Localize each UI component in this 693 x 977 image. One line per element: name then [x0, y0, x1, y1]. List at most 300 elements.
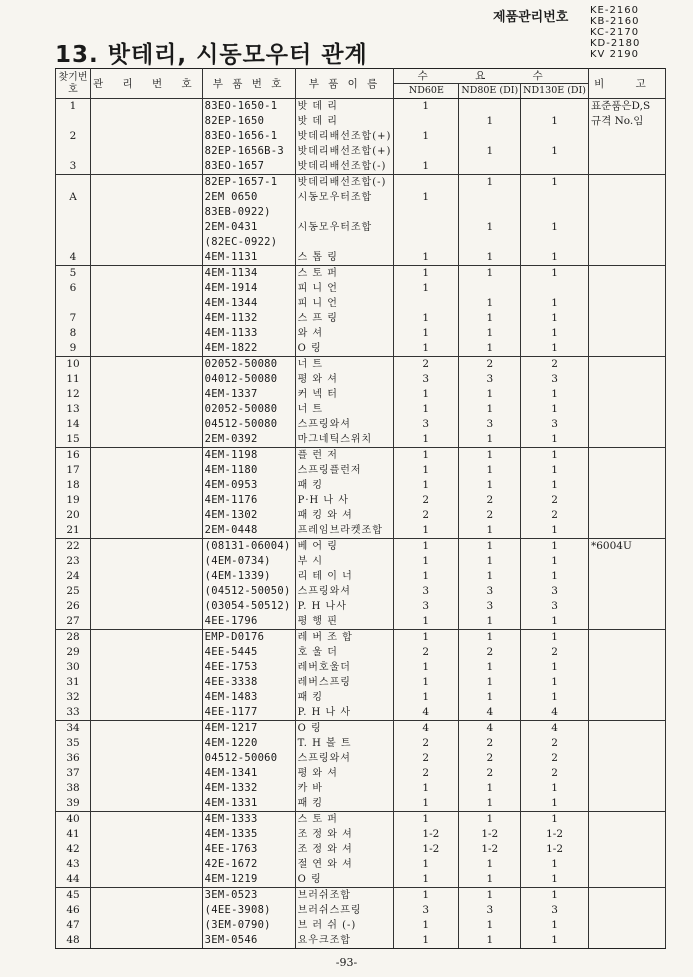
- table-row: [56, 569, 666, 584]
- qty-nd80e-cell: 1: [459, 888, 521, 904]
- qty-nd80e-cell: 2: [459, 736, 521, 751]
- part-no-cell: 4EE-3338: [202, 675, 295, 690]
- find-no-cell: 48: [56, 933, 91, 949]
- qty-nd130e-cell: 3: [521, 417, 589, 432]
- table-row: [56, 463, 666, 478]
- model-code: KV 2190: [590, 49, 640, 60]
- part-no-cell: 83EB-0922): [202, 205, 295, 220]
- qty-nd80e-cell: [459, 190, 521, 205]
- part-name-cell: 스 토 퍼: [295, 812, 394, 828]
- find-no-cell: 18: [56, 478, 91, 493]
- qty-nd130e-cell: 4: [521, 721, 589, 737]
- qty-nd60e-cell: 1: [394, 190, 459, 205]
- table-row: [56, 205, 666, 220]
- part-no-cell: 82EP-1656B-3: [202, 144, 295, 159]
- qty-nd60e-cell: 1: [394, 781, 459, 796]
- qty-nd80e-cell: 1-2: [459, 842, 521, 857]
- qty-nd80e-cell: 1: [459, 387, 521, 402]
- table-row: [56, 478, 666, 493]
- remarks-cell: [588, 630, 665, 646]
- part-name-cell: [295, 205, 394, 220]
- part-name-cell: 시동모우터조합: [295, 220, 394, 235]
- qty-nd60e-cell: 2: [394, 357, 459, 373]
- part-no-cell: 4EM-1914: [202, 281, 295, 296]
- qty-nd60e-cell: [394, 175, 459, 191]
- mgmt-no-cell: [91, 539, 203, 555]
- remarks-cell: [588, 144, 665, 159]
- table-row: [56, 235, 666, 250]
- part-name-cell: 밧데리배선조합(+): [295, 129, 394, 144]
- qty-nd130e-cell: 2: [521, 645, 589, 660]
- qty-nd80e-cell: 1: [459, 554, 521, 569]
- qty-nd130e-cell: 4: [521, 705, 589, 721]
- part-no-cell: 4EE-1753: [202, 660, 295, 675]
- table-row: [56, 630, 666, 646]
- qty-nd80e-cell: 1: [459, 812, 521, 828]
- part-name-cell: O 링: [295, 341, 394, 357]
- header-qty-nd80e: ND80E (DI): [459, 84, 521, 99]
- part-name-cell: 리 테 이 너: [295, 569, 394, 584]
- qty-nd130e-cell: 1: [521, 250, 589, 266]
- mgmt-no-cell: [91, 630, 203, 646]
- qty-nd130e-cell: 1: [521, 387, 589, 402]
- mgmt-no-cell: [91, 372, 203, 387]
- qty-nd80e-cell: 1: [459, 630, 521, 646]
- qty-nd60e-cell: 1: [394, 266, 459, 282]
- part-no-cell: 4EM-1332: [202, 781, 295, 796]
- mgmt-no-cell: [91, 690, 203, 705]
- mgmt-no-cell: [91, 220, 203, 235]
- part-name-cell: P. H 나사: [295, 599, 394, 614]
- part-no-cell: (3EM-0790): [202, 918, 295, 933]
- qty-nd80e-cell: 1: [459, 569, 521, 584]
- table-row: [56, 448, 666, 464]
- mgmt-no-cell: [91, 812, 203, 828]
- mgmt-no-cell: [91, 159, 203, 175]
- find-no-cell: 40: [56, 812, 91, 828]
- part-name-cell: 밧 데 리: [295, 114, 394, 129]
- find-no-cell: 13: [56, 402, 91, 417]
- remarks-cell: [588, 235, 665, 250]
- qty-nd130e-cell: 2: [521, 736, 589, 751]
- mgmt-no-cell: [91, 493, 203, 508]
- part-no-cell: 04512-50060: [202, 751, 295, 766]
- qty-nd80e-cell: 1: [459, 448, 521, 464]
- mgmt-no-cell: [91, 614, 203, 630]
- model-list: [590, 5, 640, 60]
- header-mgmt-no: 관 리 번 호: [91, 69, 203, 99]
- table-row: [56, 114, 666, 129]
- qty-nd130e-cell: 3: [521, 372, 589, 387]
- qty-nd60e-cell: 1: [394, 857, 459, 872]
- find-no-cell: 4: [56, 250, 91, 266]
- qty-nd130e-cell: 1: [521, 781, 589, 796]
- part-name-cell: 커 넥 터: [295, 387, 394, 402]
- find-no-cell: 32: [56, 690, 91, 705]
- header-find-no: 찾기번호: [56, 69, 91, 99]
- find-no-cell: 43: [56, 857, 91, 872]
- qty-nd80e-cell: 3: [459, 372, 521, 387]
- table-row: [56, 918, 666, 933]
- table-row: [56, 387, 666, 402]
- remarks-cell: [588, 341, 665, 357]
- qty-nd60e-cell: 1: [394, 539, 459, 555]
- find-no-cell: 16: [56, 448, 91, 464]
- find-no-cell: 47: [56, 918, 91, 933]
- qty-nd60e-cell: [394, 235, 459, 250]
- qty-nd130e-cell: 2: [521, 493, 589, 508]
- find-no-cell: 10: [56, 357, 91, 373]
- qty-nd80e-cell: 1: [459, 296, 521, 311]
- find-no-cell: [56, 175, 91, 191]
- find-no-cell: 41: [56, 827, 91, 842]
- qty-nd60e-cell: 2: [394, 645, 459, 660]
- part-no-cell: (4EE-3908): [202, 903, 295, 918]
- part-no-cell: 4EM-0953: [202, 478, 295, 493]
- mgmt-no-cell: [91, 888, 203, 904]
- part-no-cell: 82EP-1657-1: [202, 175, 295, 191]
- part-no-cell: 4EM-1198: [202, 448, 295, 464]
- part-name-cell: 조 정 와 셔: [295, 842, 394, 857]
- remarks-cell: [588, 417, 665, 432]
- part-no-cell: 02052-50080: [202, 402, 295, 417]
- qty-nd60e-cell: 1: [394, 326, 459, 341]
- part-no-cell: 3EM-0546: [202, 933, 295, 949]
- qty-nd60e-cell: 1: [394, 796, 459, 812]
- header-qty-nd130e: ND130E (DI): [521, 84, 589, 99]
- qty-nd80e-cell: 3: [459, 584, 521, 599]
- qty-nd80e-cell: 1: [459, 432, 521, 448]
- part-name-cell: [295, 235, 394, 250]
- qty-nd60e-cell: 1: [394, 675, 459, 690]
- qty-nd130e-cell: 1: [521, 326, 589, 341]
- qty-nd60e-cell: 3: [394, 372, 459, 387]
- qty-nd60e-cell: 2: [394, 493, 459, 508]
- remarks-cell: [588, 903, 665, 918]
- model-code: KE-2160: [590, 5, 639, 16]
- part-no-cell: 4EM-1220: [202, 736, 295, 751]
- mgmt-no-cell: [91, 144, 203, 159]
- remarks-cell: [588, 129, 665, 144]
- part-name-cell: P. H 나 사: [295, 705, 394, 721]
- remarks-cell: [588, 796, 665, 812]
- mgmt-no-cell: [91, 933, 203, 949]
- mgmt-no-cell: [91, 387, 203, 402]
- part-name-cell: 레버스프링: [295, 675, 394, 690]
- qty-nd60e-cell: 4: [394, 721, 459, 737]
- part-name-cell: 조 정 와 셔: [295, 827, 394, 842]
- table-row: [56, 523, 666, 539]
- qty-nd60e-cell: 1: [394, 159, 459, 175]
- mgmt-no-cell: [91, 432, 203, 448]
- part-no-cell: 83EO-1650-1: [202, 99, 295, 115]
- qty-nd80e-cell: 1: [459, 114, 521, 129]
- table-row: [56, 751, 666, 766]
- qty-nd130e-cell: [521, 159, 589, 175]
- find-no-cell: 9: [56, 341, 91, 357]
- qty-nd80e-cell: 1: [459, 220, 521, 235]
- remarks-cell: [588, 478, 665, 493]
- table-row: [56, 721, 666, 737]
- part-no-cell: 2EM-0448: [202, 523, 295, 539]
- qty-nd80e-cell: 1: [459, 250, 521, 266]
- qty-nd130e-cell: 1: [521, 463, 589, 478]
- qty-nd60e-cell: 4: [394, 705, 459, 721]
- part-name-cell: 시동모우터조합: [295, 190, 394, 205]
- qty-nd130e-cell: [521, 235, 589, 250]
- qty-nd60e-cell: [394, 114, 459, 129]
- table-row: [56, 539, 666, 555]
- qty-nd60e-cell: 1: [394, 630, 459, 646]
- find-no-cell: 44: [56, 872, 91, 888]
- qty-nd130e-cell: 1: [521, 478, 589, 493]
- model-code: KD-2180: [590, 38, 641, 49]
- part-name-cell: 평 와 셔: [295, 766, 394, 781]
- find-no-cell: 2: [56, 129, 91, 144]
- mgmt-no-cell: [91, 766, 203, 781]
- qty-nd130e-cell: 1: [521, 341, 589, 357]
- part-name-cell: 패 킹: [295, 796, 394, 812]
- qty-nd130e-cell: 1: [521, 796, 589, 812]
- remarks-cell: [588, 599, 665, 614]
- qty-nd130e-cell: [521, 281, 589, 296]
- part-name-cell: 브러쉬조합: [295, 888, 394, 904]
- table-row: [56, 220, 666, 235]
- table-row: [56, 311, 666, 326]
- qty-nd80e-cell: 1: [459, 796, 521, 812]
- qty-nd130e-cell: [521, 129, 589, 144]
- qty-nd130e-cell: 1: [521, 888, 589, 904]
- mgmt-no-cell: [91, 599, 203, 614]
- qty-nd130e-cell: 1: [521, 812, 589, 828]
- part-name-cell: 패 킹 와 셔: [295, 508, 394, 523]
- mgmt-no-cell: [91, 584, 203, 599]
- find-no-cell: 21: [56, 523, 91, 539]
- header-part-name: 부 품 이 름: [295, 69, 394, 99]
- remarks-cell: 규격 No.임: [588, 114, 665, 129]
- mgmt-no-cell: [91, 645, 203, 660]
- qty-nd80e-cell: 1: [459, 478, 521, 493]
- part-name-cell: 너 트: [295, 357, 394, 373]
- mgmt-no-cell: [91, 250, 203, 266]
- remarks-cell: [588, 888, 665, 904]
- part-no-cell: 4EM-1483: [202, 690, 295, 705]
- remarks-cell: [588, 159, 665, 175]
- table-row: [56, 796, 666, 812]
- remarks-cell: [588, 933, 665, 949]
- part-name-cell: 스프링와셔: [295, 751, 394, 766]
- find-no-cell: 31: [56, 675, 91, 690]
- table-row: [56, 781, 666, 796]
- qty-nd60e-cell: 1: [394, 569, 459, 584]
- qty-nd80e-cell: 4: [459, 721, 521, 737]
- qty-nd130e-cell: [521, 205, 589, 220]
- qty-nd130e-cell: 1: [521, 690, 589, 705]
- table-row: [56, 842, 666, 857]
- find-no-cell: 39: [56, 796, 91, 812]
- part-name-cell: P·H 나 사: [295, 493, 394, 508]
- qty-nd130e-cell: 2: [521, 751, 589, 766]
- find-no-cell: A: [56, 190, 91, 205]
- remarks-cell: [588, 918, 665, 933]
- qty-nd130e-cell: [521, 99, 589, 115]
- qty-nd80e-cell: 1-2: [459, 827, 521, 842]
- remarks-cell: [588, 281, 665, 296]
- mgmt-no-cell: [91, 296, 203, 311]
- qty-nd60e-cell: 3: [394, 599, 459, 614]
- part-no-cell: EMP-D0176: [202, 630, 295, 646]
- part-name-cell: 베 어 링: [295, 539, 394, 555]
- find-no-cell: [56, 235, 91, 250]
- find-no-cell: [56, 114, 91, 129]
- part-no-cell: 4EM-1217: [202, 721, 295, 737]
- find-no-cell: 8: [56, 326, 91, 341]
- mgmt-no-cell: [91, 478, 203, 493]
- table-row: [56, 508, 666, 523]
- mgmt-no-cell: [91, 796, 203, 812]
- part-name-cell: 와 셔: [295, 326, 394, 341]
- remarks-cell: [588, 432, 665, 448]
- qty-nd130e-cell: 1: [521, 402, 589, 417]
- remarks-cell: [588, 660, 665, 675]
- mgmt-no-cell: [91, 357, 203, 373]
- qty-nd80e-cell: [459, 281, 521, 296]
- qty-nd60e-cell: 1: [394, 448, 459, 464]
- remarks-cell: [588, 675, 665, 690]
- part-name-cell: 밧데리배선조합(+): [295, 144, 394, 159]
- part-no-cell: 4EE-1177: [202, 705, 295, 721]
- part-no-cell: 4EM-1131: [202, 250, 295, 266]
- qty-nd130e-cell: 1-2: [521, 842, 589, 857]
- qty-nd60e-cell: 1: [394, 523, 459, 539]
- mgmt-no-cell: [91, 721, 203, 737]
- find-no-cell: 26: [56, 599, 91, 614]
- table-row: [56, 432, 666, 448]
- remarks-cell: [588, 827, 665, 842]
- table-row: [56, 599, 666, 614]
- qty-nd80e-cell: 2: [459, 645, 521, 660]
- qty-nd60e-cell: 1: [394, 933, 459, 949]
- mgmt-no-cell: [91, 508, 203, 523]
- qty-nd130e-cell: 1: [521, 933, 589, 949]
- find-no-cell: 34: [56, 721, 91, 737]
- qty-nd60e-cell: 2: [394, 736, 459, 751]
- remarks-cell: [588, 736, 665, 751]
- mgmt-no-cell: [91, 705, 203, 721]
- qty-nd60e-cell: 1: [394, 99, 459, 115]
- qty-nd60e-cell: 1: [394, 660, 459, 675]
- qty-nd130e-cell: 1: [521, 675, 589, 690]
- remarks-cell: [588, 857, 665, 872]
- mgmt-no-cell: [91, 99, 203, 115]
- remarks-cell: [588, 266, 665, 282]
- find-no-cell: 37: [56, 766, 91, 781]
- part-name-cell: 피 니 언: [295, 281, 394, 296]
- mgmt-no-cell: [91, 554, 203, 569]
- part-name-cell: 브러쉬스프링: [295, 903, 394, 918]
- table-row: [56, 341, 666, 357]
- part-name-cell: 레버호울더: [295, 660, 394, 675]
- remarks-cell: [588, 523, 665, 539]
- find-no-cell: 12: [56, 387, 91, 402]
- qty-nd80e-cell: 1: [459, 175, 521, 191]
- table-row: [56, 736, 666, 751]
- table-row: [56, 372, 666, 387]
- remarks-cell: [588, 250, 665, 266]
- remarks-cell: [588, 387, 665, 402]
- remarks-cell: [588, 205, 665, 220]
- qty-nd60e-cell: 1-2: [394, 827, 459, 842]
- qty-nd60e-cell: 1: [394, 311, 459, 326]
- qty-nd60e-cell: 1-2: [394, 842, 459, 857]
- qty-nd130e-cell: 1: [521, 114, 589, 129]
- qty-nd80e-cell: 1: [459, 402, 521, 417]
- part-no-cell: 82EP-1650: [202, 114, 295, 129]
- part-name-cell: T. H 볼 트: [295, 736, 394, 751]
- qty-nd80e-cell: 1: [459, 144, 521, 159]
- part-name-cell: 레 버 조 합: [295, 630, 394, 646]
- qty-nd60e-cell: 1: [394, 872, 459, 888]
- table-row: [56, 159, 666, 175]
- find-no-cell: 19: [56, 493, 91, 508]
- qty-nd130e-cell: 1: [521, 660, 589, 675]
- part-no-cell: 4EE-1763: [202, 842, 295, 857]
- qty-nd130e-cell: 1: [521, 448, 589, 464]
- part-name-cell: 요우크조합: [295, 933, 394, 949]
- qty-nd130e-cell: 2: [521, 508, 589, 523]
- part-no-cell: (4EM-0734): [202, 554, 295, 569]
- qty-nd80e-cell: 1: [459, 326, 521, 341]
- part-no-cell: 4EM-1180: [202, 463, 295, 478]
- part-name-cell: 너 트: [295, 402, 394, 417]
- remarks-cell: [588, 584, 665, 599]
- qty-nd130e-cell: 3: [521, 584, 589, 599]
- part-name-cell: O 링: [295, 721, 394, 737]
- qty-nd130e-cell: [521, 190, 589, 205]
- table-row: [56, 129, 666, 144]
- remarks-cell: [588, 645, 665, 660]
- find-no-cell: 20: [56, 508, 91, 523]
- remarks-cell: [588, 402, 665, 417]
- mgmt-no-cell: [91, 827, 203, 842]
- part-name-cell: 피 니 언: [295, 296, 394, 311]
- table-row: [56, 827, 666, 842]
- find-no-cell: [56, 296, 91, 311]
- page-number: -93-: [335, 956, 358, 969]
- qty-nd130e-cell: 2: [521, 766, 589, 781]
- qty-nd130e-cell: 1: [521, 523, 589, 539]
- qty-nd60e-cell: 2: [394, 766, 459, 781]
- part-name-cell: 마그네틱스위치: [295, 432, 394, 448]
- qty-nd60e-cell: 2: [394, 508, 459, 523]
- mgmt-no-cell: [91, 114, 203, 129]
- part-name-cell: 부 시: [295, 554, 394, 569]
- find-no-cell: 35: [56, 736, 91, 751]
- find-no-cell: 3: [56, 159, 91, 175]
- find-no-cell: 28: [56, 630, 91, 646]
- remarks-cell: [588, 220, 665, 235]
- qty-nd130e-cell: 1: [521, 630, 589, 646]
- part-no-cell: (4EM-1339): [202, 569, 295, 584]
- qty-nd80e-cell: 1: [459, 463, 521, 478]
- mgmt-no-cell: [91, 417, 203, 432]
- table-row: [56, 872, 666, 888]
- mgmt-no-cell: [91, 311, 203, 326]
- mgmt-no-cell: [91, 918, 203, 933]
- header-part-no: 부 품 번 호: [202, 69, 295, 99]
- part-name-cell: 패 킹: [295, 478, 394, 493]
- qty-nd80e-cell: 1: [459, 523, 521, 539]
